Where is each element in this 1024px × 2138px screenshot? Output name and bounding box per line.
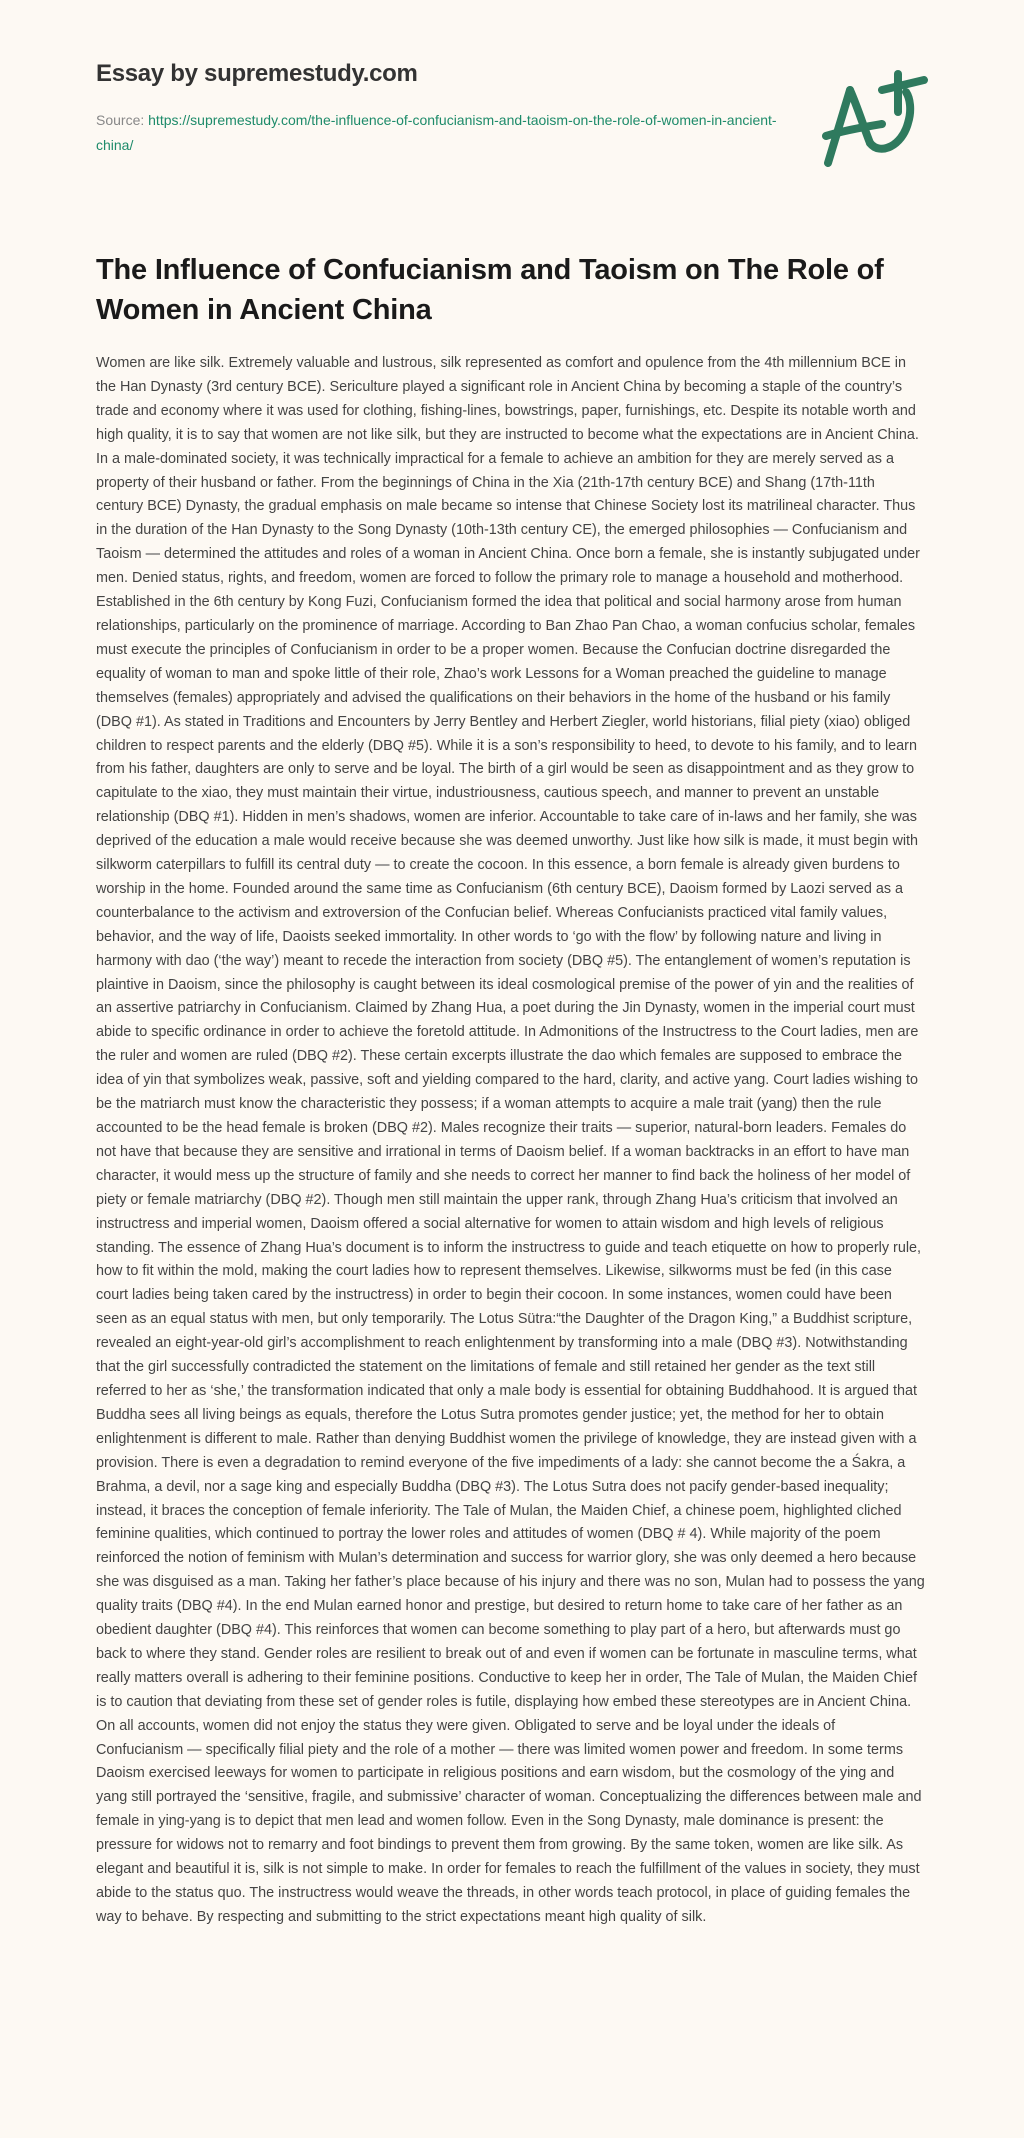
source-line (96, 108, 786, 158)
site-title: Essay by supremestudy.com (96, 60, 418, 87)
source-link[interactable]: https://supremestudy.com/the-influence-of-confucianism-and-taoism-on-the-role-of-women-in-ancient-china/ (96, 112, 777, 153)
page-header (0, 0, 1024, 250)
source-label: Source: (96, 112, 149, 128)
essay-article (96, 250, 926, 1930)
article-body: Women are like silk. Extremely valuable and lustrous, silk represented as comfort and opulence from the 4th millennium BCE in the Han Dynasty (3rd century BCE). Sericulture played a significant role in Ancient China by becoming a staple of the country’s trade and economy where it was used for clothing, fishing-lines, bowstrings, paper, furnishings, etc. Despite its notable worth and high quality, it is to say that women are not like silk, but they are instructed to become what the expectations are in Ancient China. In a male-dominated society, it was technically impractical for a female to achieve an ambition for they are merely served as a property of their husband or father. From the beginnings of China in the Xia (21th-17th century BCE) and Shang (17th-11th century BCE) Dynasty, the gradual emphasis on male became so intense that Chinese Society lost its matrilineal character. Thus in the duration of the Han Dynasty to the Song Dynasty (10th-13th century CE), the emerged philosophies — Confucianism and Taoism — determined the attitudes and roles of a woman in Ancient China. Once born a female, she is instantly subjugated under men. Denied status, rights, and freedom, women are forced to follow the primary role to manage a household and motherhood. Established in the 6th century by Kong Fuzi, Confucianism formed the idea that political and social harmony arose from human relationships, particularly on the prominence of marriage. According to Ban Zhao Pan Chao, a woman confucius scholar, females must execute the principles of Confucianism in order to be a proper women. Because the Confucian doctrine disregarded the equality of woman to man and spoke little of their role, Zhao’s work Lessons for a Woman preached the guideline to manage themselves (females) appropriately and advised the qualifications on their behaviors in the home of the husband or his family (DBQ #1). As stated in Traditions and Encounters by Jerry Bentley and Herbert Ziegler, world historians, filial piety (xiao) obliged children to respect parents and the elderly (DBQ #5). While it is a son’s responsibility to heed, to devote to his family, and to learn from his father, daughters are only to serve and be loyal. The birth of a girl would be seen as disappointment and as they grow to capitulate to the xiao, they must maintain their virtue, industriousness, cautious speech, and manner to prevent an unstable relationship (DBQ #1). Hidden in men’s shadows, women are inferior. Accountable to take care of in-laws and her family, she was deprived of the education a male would receive because she was deemed unworthy. Just like how silk is made, it must begin with silkworm caterpillars to fulfill its central duty — to create the cocoon. In this essence, a born female is already given burdens to worship in the home. Founded around the same time as Confucianism (6th century BCE), Daoism formed by Laozi served as a counterbalance to the activism and extroversion of the Confucian belief. Whereas Confucianists practiced vital family values, behavior, and the way of life, Daoists seeked immortality. In other words to ‘go with the flow’ by following nature and living in harmony with dao (‘the way’) meant to recede the interaction from society (DBQ #5). The entanglement of women’s reputation is plaintive in Daoism, since the philosophy is caught between its ideal cosmological premise of the power of yin and the realities of an assertive patriarchy in Confucianism. Claimed by Zhang Hua, a poet during the Jin Dynasty, women in the imperial court must abide to specific ordinance in order to achieve the foretold attitude. In Admonitions of the Instructress to the Court ladies, men are the ruler and women are ruled (DBQ #2). These certain excerpts illustrate the dao which females are supposed to embrace the idea of yin that symbolizes weak, passive, soft and yielding compared to the hard, clarity, and active yang. Court ladies wishing to be the matriarch must know the characteristic they possess; if a woman attempts to acquire a male trait (yang) then the rule accounted to be the head female is broken (DBQ #2). Males recognize their traits — superior, natural-born leaders. Females do not have that because they are sensitive and irrational in terms of Daoism belief. If a woman backtracks in an effort to have man character, it would mess up the structure of family and she needs to correct her manner to find back the holiness of her model of piety or female matriarchy (DBQ #2). Though men still maintain the upper rank, through Zhang Hua’s criticism that involved an instructress and imperial women, Daoism offered a social alternative for women to attain wisdom and high levels of religious standing. The essence of Zhang Hua’s document is to inform the instructress to guide and teach etiquette on how to properly rule, how to fit within the mold, making the court ladies how to represent themselves. Likewise, silkworms must be fed (in this case court ladies being taken cared by the instructress) in order to begin their cocoon. In some instances, women could have been seen as an equal status with men, but only temporarily. The Lotus Sütra:“the Daughter of the Dragon King,” a Buddhist scripture, revealed an eight-year-old girl’s accomplishment to reach enlightenment by transforming into a male (DBQ #3). Notwithstanding that the girl successfully contradicted the statement on the limitations of female and still retained her gender as the text still referred to her as ‘she,’ the transformation indicated that only a male body is essential for obtaining Buddhahood. It is argued that Buddha sees all living beings as equals, therefore the Lotus Sutra promotes gender justice; yet, the method for her to obtain enlightenment is different to male. Rather than denying Buddhist women the privilege of knowledge, they are instead given with a provision. There is even a degradation to remind everyone of the five impediments of a lady: she cannot become the a Śakra, a Brahma, a devil, nor a sage king and especially Buddha (DBQ #3). The Lotus Sutra does not pacify gender-based inequality; instead, it braces the conception of female inferiority. The Tale of Mulan, the Maiden Chief, a chinese poem, highlighted cliched feminine qualities, which continued to portray the lower roles and attitudes of women (DBQ # 4). While majority of the poem reinforced the notion of feminism with Mulan’s determination and success for warrior glory, she was only deemed a hero because she was disguised as a man. Taking her father’s place because of his injury and there was no son, Mulan had to possess the yang quality traits (DBQ #4). In the end Mulan earned honor and prestige, but desired to return home to take care of her father as an obedient daughter (DBQ #4). This reinforces that women can become something to play part of a hero, but afterwards must go back to where they stand. Gender roles are resilient to break out of and even if women can be fortunate in masculine terms, what really matters overall is adhering to their feminine positions. Conductive to keep her in order, The Tale of Mulan, the Maiden Chief is to caution that deviating from these set of gender roles is futile, displaying how embed these stereotypes are in Ancient China. On all accounts, women did not enjoy the status they were given. Obligated to serve and be loyal under the ideals of Confucianism — specifically filial piety and the role of a mother — there was limited women power and freedom. In some terms Daoism exercised leeways for women to participate in religious positions and earn wisdom, but the cosmology of the ying and yang still portrayed the ‘sensitive, fragile, and submissive’ character of woman. Conceptualizing the differences between male and female in ying-yang is to depict that men lead and women follow. Even in the Song Dynasty, male dominance is present: the pressure for widows not to remarry and foot bindings to prevent them from growing. By the same token, women are like silk. As elegant and beautiful it is, silk is not simple to make. In order for females to reach the fulfillment of the values in society, they must abide to the status quo. The instructress would weave the threads, in other words teach protocol, in place of guiding females the way to behave. By respecting and submitting to the strict expectations meant high quality of silk. (96, 355, 925, 1925)
a-plus-grade-icon (820, 68, 940, 168)
article-title: The Influence of Confucianism and Taoism on The Role of Women in Ancient China (96, 254, 884, 326)
